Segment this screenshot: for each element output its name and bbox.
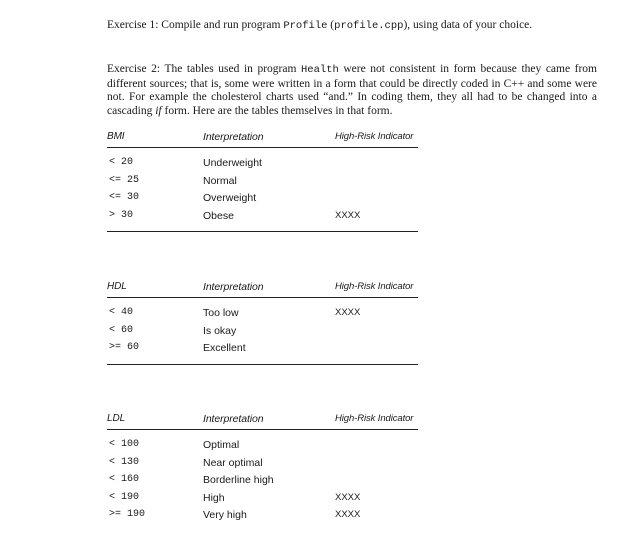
exercise-2-italic-if: if	[155, 104, 162, 117]
interpretation-cell: Normal	[203, 174, 237, 187]
table-row	[107, 307, 418, 325]
range-cell: < 100	[109, 439, 140, 450]
interpretation-cell: Underweight	[203, 157, 262, 169]
table-row	[107, 325, 418, 343]
header-interpretation: Interpretation	[203, 413, 264, 425]
table-row	[107, 192, 418, 210]
table-bottom-rule	[107, 364, 418, 365]
header-high-risk: High-Risk Indicator	[335, 413, 414, 424]
range-cell: < 40	[109, 307, 134, 318]
bmi-table	[107, 131, 418, 232]
table-row	[107, 474, 418, 492]
range-cell: < 190	[109, 491, 140, 503]
range-cell: >= 190	[109, 509, 146, 520]
interpretation-cell: Too low	[203, 307, 239, 319]
hdl-table	[107, 281, 418, 365]
table-row	[107, 342, 418, 360]
interpretation-cell: Very high	[203, 509, 247, 521]
exercise-1-text-b: (	[327, 19, 335, 31]
interpretation-cell: Obese	[203, 209, 234, 222]
risk-cell: XXXX	[335, 307, 361, 318]
interpretation-cell: Near optimal	[203, 456, 263, 469]
table-row	[107, 492, 418, 510]
table-header	[107, 413, 418, 429]
range-cell: < 60	[109, 324, 134, 336]
exercise-1-code-program: Profile	[283, 20, 328, 32]
exercise-1-text-c: ), using data of your choice.	[403, 19, 533, 31]
range-cell: < 160	[109, 474, 140, 485]
table-header	[107, 131, 418, 147]
header-category: LDL	[107, 413, 126, 424]
table-bottom-rule	[107, 231, 418, 232]
table-row	[107, 157, 418, 175]
interpretation-cell: Overweight	[203, 192, 257, 204]
range-cell: > 30	[109, 209, 134, 221]
exercise-2-text-a: The tables used in program	[164, 63, 301, 75]
exercise-1-text-a: Compile and run program	[161, 19, 284, 31]
exercise-2-label: Exercise 2:	[107, 63, 161, 75]
table-row	[107, 175, 418, 193]
header-category: BMI	[107, 131, 125, 142]
interpretation-cell: Optimal	[203, 439, 240, 451]
range-cell: <= 25	[109, 174, 140, 186]
table-row	[107, 509, 418, 527]
interpretation-cell: Excellent	[203, 342, 246, 354]
interpretation-cell: High	[203, 491, 225, 504]
range-cell: >= 60	[109, 342, 140, 353]
table-row	[107, 210, 418, 228]
ldl-table	[107, 413, 418, 531]
header-high-risk: High-Risk Indicator	[335, 281, 414, 292]
range-cell: <= 30	[109, 192, 140, 203]
risk-cell: XXXX	[335, 491, 361, 503]
header-category: HDL	[107, 281, 127, 292]
exercise-2-text-b: were not consistent in form because they came from different sources; that is, some were written in a form that could be directly coded in C++ and some were not. For example the cholesterol charts used “and.” In coding them, they all had to be changed into a cascading	[107, 63, 598, 117]
range-cell: < 20	[109, 157, 134, 168]
header-interpretation: Interpretation	[203, 281, 264, 293]
range-cell: < 130	[109, 456, 140, 468]
table-row	[107, 439, 418, 457]
risk-cell: XXXX	[335, 209, 361, 221]
table-header	[107, 281, 418, 297]
interpretation-cell: Is okay	[203, 324, 237, 337]
risk-cell: XXXX	[335, 509, 361, 520]
header-interpretation: Interpretation	[203, 131, 264, 143]
exercise-2-code-program: Health	[300, 64, 339, 76]
header-high-risk: High-Risk Indicator	[335, 131, 414, 142]
exercise-2-paragraph	[107, 63, 597, 118]
table-row	[107, 457, 418, 475]
interpretation-cell: Borderline high	[203, 474, 274, 486]
exercise-1-code-file: profile.cpp	[334, 20, 404, 32]
exercise-1-paragraph	[107, 19, 597, 34]
exercise-2-text-c: form. Here are the tables themselves in that form.	[161, 104, 393, 117]
exercise-1-label: Exercise 1:	[107, 19, 159, 31]
